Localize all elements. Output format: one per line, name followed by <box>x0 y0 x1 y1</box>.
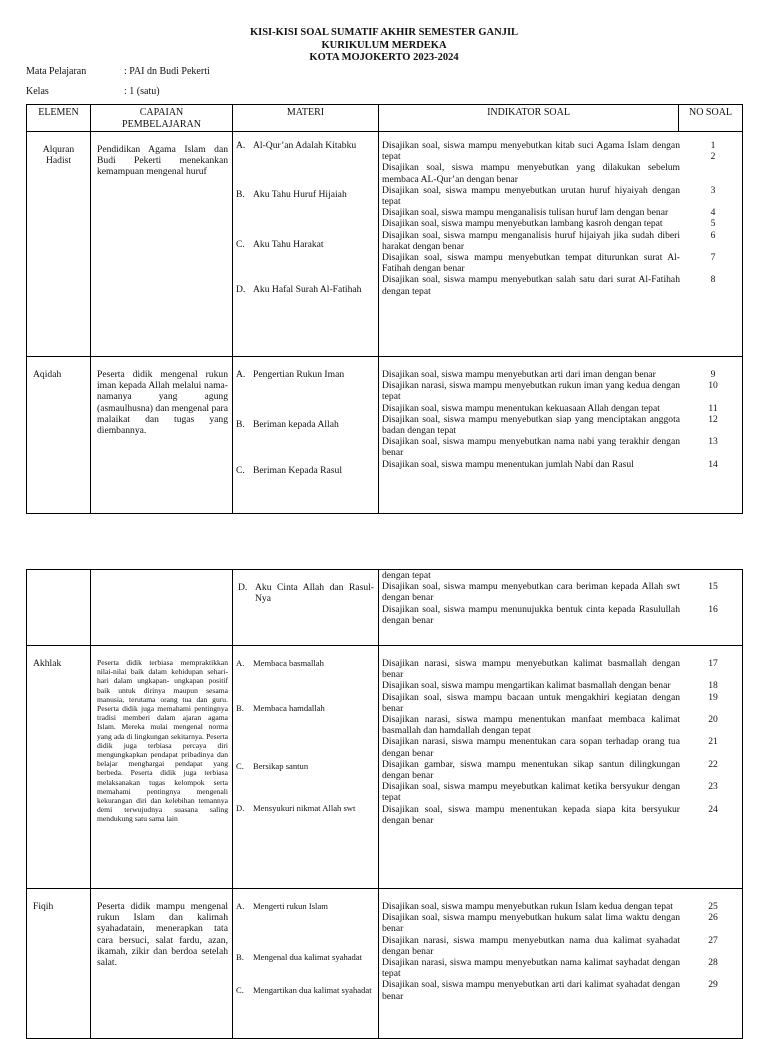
indikator-item: Disajikan soal, siswa mampu menyebutkan nama nabi yang terakhir dengan benar 13 <box>382 436 718 459</box>
materi-item: A. Membaca basmallah <box>236 658 324 668</box>
row-fiqih <box>27 889 743 1039</box>
capaian-cell: Peserta didik mengenal rukun iman kepada Allah melalui nama-namanya yang agung (asmaulhusna) dan mengenal para malaikat dan tugas yang diembannya. <box>91 357 233 514</box>
indikator-item: Disajikan soal, siswa mampu menyebutkan arti dari iman dengan benar 9 <box>382 369 716 380</box>
materi-cell <box>233 132 379 357</box>
indikator-item: Disajikan soal, siswa mampu menyebutkan lambang kasroh dengan tepat 5 <box>382 218 716 230</box>
row-alquran-hadist <box>27 132 743 357</box>
capaian-cell: Peserta didik mampu mengenal rukun Islam dan kalimah syahadatain, menerapkan tata cara bersuci, salat fardu, azan, ikamah, zikir dan berdoa setelah salat. <box>91 889 233 1039</box>
indikator-item: Disajikan soal, siswa mampu menyebutkan cara beriman kepada Allah swt dengan benar 15 <box>382 581 718 604</box>
indikator-item: Disajikan narasi, siswa mampu menyebutkan kalimat basmallah dengan benar 17 <box>382 658 718 681</box>
materi-item: C. Aku Tahu Harakat <box>236 239 324 251</box>
indikator-item: Disajikan narasi, siswa mampu menentukan manfaat membaca kalimat basmallah dan hamdallah dengan tepat 20 <box>382 714 718 737</box>
indikator-item: Disajikan soal, siswa mampu menganalisis huruf hijaiyah jika sudah diberi harakat dengan benar 6 <box>382 229 716 252</box>
header-capaian: CAPAIAN PEMBELAJARAN <box>91 105 233 132</box>
elemen-cell: Aqidah <box>27 357 91 514</box>
kisi-kisi-table-1 <box>26 104 743 514</box>
capaian-cell-empty <box>91 570 233 646</box>
materi-item: C. Beriman Kepada Rasul <box>236 465 342 477</box>
indikator-cell <box>379 357 743 514</box>
indikator-item: Disajikan gambar, siswa mampu menentukan sikap santun dilingkungan dengan benar 22 <box>382 758 718 782</box>
materi-item: B. Membaca hamdallah <box>236 703 325 714</box>
indikator-item: Disajikan soal, siswa mampu menyebutkan yang dilakukan sebelum membaca AL-Qur’an dengan benar <box>382 162 680 185</box>
indikator-item: Disajikan soal, siswa mampu menyebutkan urutan huruf hiyaiyah dengan tepat 3 <box>382 184 716 208</box>
header-indikator: INDIKATOR SOAL <box>379 105 679 132</box>
elemen-cell: Akhlak <box>27 646 91 889</box>
materi-item: A. Al-Qur’an Adalah Kitabku <box>236 140 357 151</box>
materi-cell <box>233 357 379 514</box>
header-materi: MATERI <box>233 105 379 132</box>
table-header-row <box>27 105 743 132</box>
materi-item: B. Aku Tahu Huruf Hijaiah <box>236 189 347 201</box>
header-no-soal: NO SOAL <box>679 105 743 132</box>
materi-item: C. Bersikap santun <box>236 761 309 772</box>
kisi-kisi-table-2 <box>26 569 743 1039</box>
indikator-item: Disajikan soal, siswa mampu menganalisis tulisan huruf lam dengan benar 4 <box>382 207 716 219</box>
class-value: : 1 (satu) <box>124 86 160 97</box>
row-akhlak <box>27 646 743 889</box>
materi-item: A. Pengertian Rukun Iman <box>236 369 345 380</box>
indikator-item: dengan tepat <box>382 570 431 581</box>
subject-label: Mata Pelajaran <box>26 66 87 77</box>
materi-cell <box>233 889 379 1039</box>
elemen-cell: Fiqih <box>27 889 91 1039</box>
elemen-cell: Alquran Hadist <box>27 132 91 357</box>
indikator-cell <box>379 132 743 357</box>
subject-value: : PAI dn Budi Pekerti <box>124 66 210 77</box>
capaian-cell: Peserta didik terbiasa mempraktikkan nilai-nilai baik dalam kehidupan sehari-hari dalam ungkapan- ungkapan positif baik untuk dirinya maupun sesama manusia, terutama orang tua dan guru. Peserta didik juga memahami pentingnya tradisi memberi dalam ajaran agama Islam. Mereka mulai mengenal norma yang ada di lingkungan sekitarnya. Peserta didik juga terbiasa percaya diri mengungkapkan pendapat pribadinya dan belajar menghargai pendapat yang berbeda. Peserta didik juga terbiasa melaksanakan tugas kelompok serta memahami pentingnya mengenali kekurangan diri dan kelebihan temannya demi terwujudnya suasana saling mendukung satu sama lain <box>91 646 233 889</box>
doc-title: KISI-KISI SOAL SUMATIF AKHIR SEMESTER GANJIL <box>249 27 519 38</box>
doc-subtitle-curriculum: KURIKULUM MERDEKA <box>321 40 447 51</box>
materi-item: D. Aku Hafal Surah Al-Fatihah <box>236 283 362 295</box>
indikator-item: Disajikan soal, siswa mampu menyebutkan hukum salat lima waktu dengan benar 26 <box>382 912 718 935</box>
indikator-item: Disajikan soal, siswa mampu menentukan jumlah Nabi dan Rasul 14 <box>382 458 718 470</box>
indikator-item: Disajikan soal, siswa mampu mengartikan kalimat basmallah dengan benar 18 <box>382 680 718 692</box>
doc-subtitle-city: KOTA MOJOKERTO 2023-2024 <box>309 52 459 63</box>
indikator-item: Disajikan narasi, siswa mampu menyebutkan nama kalimat sayhadat dengan tepat 28 <box>382 957 718 980</box>
indikator-item: Disajikan soal, siswa mampu menyebutkan rukun Islam kedua dengan tepat 25 <box>382 901 718 912</box>
indikator-item: Disajikan soal, siswa mampu menyebutkan siap yang menciptakan anggota badan dengan tepat 12 <box>382 413 718 437</box>
row-aqidah-continued <box>27 570 743 646</box>
indikator-item: Disajikan narasi, siswa mampu menyebutkan rukun iman yang kedua dengan tepat 10 <box>382 380 718 403</box>
indikator-item: Disajikan soal, siswa mampu menentukan kepada siapa kita bersyukur dengan benar 24 <box>382 803 718 826</box>
elemen-cell-empty <box>27 570 91 646</box>
row-aqidah <box>27 357 743 514</box>
materi-item: C. Mengartikan dua kalimat syahadat <box>236 985 372 996</box>
materi-item: B. Beriman kepada Allah <box>236 419 339 431</box>
class-label: Kelas <box>26 86 49 97</box>
header-elemen: ELEMEN <box>27 105 91 132</box>
indikator-item: Disajikan soal, siswa mampu menyebutkan salah satu dari surat Al-Fatihah dengan tepat 8 <box>382 274 716 297</box>
materi-cell <box>233 646 379 889</box>
materi-item: D. Aku Cinta Allah dan Rasul-Nya <box>238 582 374 605</box>
indikator-cell <box>379 570 743 646</box>
materi-cell <box>233 570 379 646</box>
capaian-cell: Pendidikan Agama Islam dan Budi Pekerti menekankan kemampuan mengenal huruf <box>91 132 233 357</box>
indikator-item: Disajikan soal, siswa mampu bacaan untuk mengakhiri kegiatan dengan benar 19 <box>382 691 718 714</box>
indikator-item: Disajikan soal, siswa mampu menyebutkan kitab suci Agama Islam dengan tepat 1 2 <box>382 140 716 163</box>
indikator-item: Disajikan soal, siswa mampu menyebutkan tempat diturunkan surat Al-Fatihah dengan benar 7 <box>382 252 716 275</box>
indikator-item: Disajikan soal, siswa mampu meyebutkan kalimat ketika bersyukur dengan tepat 23 <box>382 781 718 804</box>
indikator-cell <box>379 646 743 889</box>
indikator-item: Disajikan narasi, siswa mampu menentukan cara sopan terhadap orang tua dengan benar 21 <box>382 736 718 759</box>
materi-item: D. Mensyukuri nikmat Allah swt <box>236 802 356 813</box>
indikator-item: Disajikan soal, siswa mampu menunujukka bentuk cinta kepada Rasulullah dengan benar 16 <box>382 603 718 626</box>
indikator-cell <box>379 889 743 1039</box>
indikator-item: Disajikan narasi, siswa mampu menyebutkan nama dua kalimat syahadat dengan benar 27 <box>382 934 718 957</box>
materi-item: B. Mengenal dua kalimat syahadat <box>236 952 363 963</box>
indikator-item: Disajikan soal, siswa mampu menyebutkan arti dari kalimat syahadat dengan benar 29 <box>382 979 718 1002</box>
indikator-item: Disajikan soal, siswa mampu menentukan kekuasaan Allah dengan tepat 11 <box>382 402 718 414</box>
materi-item: A. Mengerti rukun Islam <box>236 901 328 911</box>
